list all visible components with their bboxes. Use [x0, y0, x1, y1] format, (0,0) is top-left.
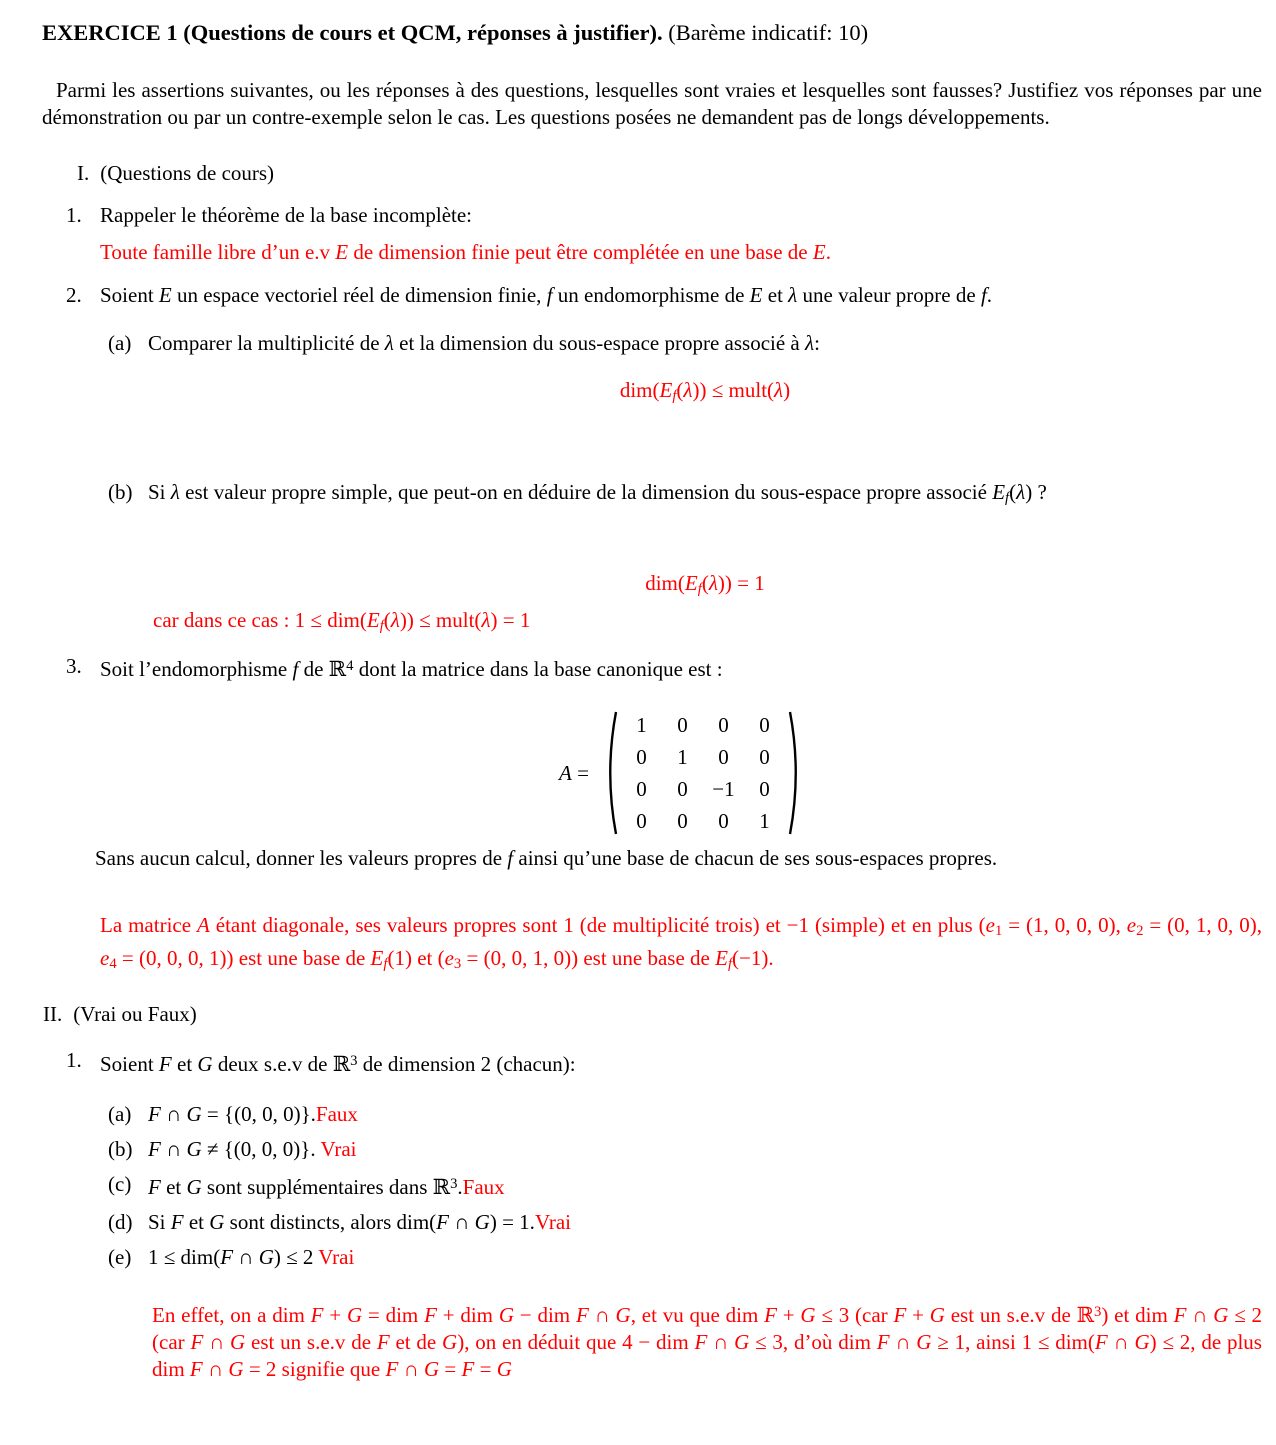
- matrix-cell: 0: [677, 809, 688, 834]
- question-3-text: Soit l’endomorphisme f de ℝ$^4$ dont la matrice dans la base canonique est :: [100, 657, 723, 682]
- answer-3: La matrice A étant diagonale, ses valeurs propres sont 1 (de multiplicité trois) et −1 (simple) et en plus ($e_1 = (1$, 0, 0, 0), $e_2 = (0$, 1, 0, 0), $e_4 = (0$, 0, 0, 1)) est une base de $E_f(1)$ et ($e_3 = (0$, 0, 1, 0)) est une base de $E_f(-1)$.: [100, 913, 1262, 973]
- matrix-cell: 1: [677, 745, 688, 770]
- tf-item-c: [108, 1171, 1262, 1201]
- section-1-label: I.: [77, 161, 90, 185]
- tf-item-d: [108, 1209, 1262, 1236]
- justification-paragraph: En effet, on a dim F + G = dim F + dim G − dim F ∩ G, et vu que dim F + G ≤ 3 (car F + G est un s.e.v de ℝ$^3$) et dim F ∩ G ≤ 2 (car F ∩ G est un s.e.v de F et de G), on en déduit que 4 − dim F ∩ G ≤ 3, d’où dim F ∩ G ≥ 1, ainsi 1 ≤ dim(F ∩ G) ≤ 2, de plus dim F ∩ G = 2 signifie que F ∩ G = F = G: [152, 1303, 1263, 1381]
- matrix-cell: 1: [636, 713, 647, 738]
- intro-paragraph: Parmi les assertions suivantes, ou les réponses à des questions, lesquelles sont vraies et lesquelles sont fausses? Justifiez vos réponses par une démonstration ou par un contre-exemple selon le cas. Les questions posées ne demandent pas de longs développements.: [42, 78, 1262, 129]
- question-3-number: 3.: [66, 653, 82, 678]
- question-1: [66, 202, 1262, 229]
- matrix-cell: 0: [718, 713, 729, 738]
- tf-item-a-label: (a): [108, 1101, 132, 1126]
- section-2-heading: [43, 1001, 1262, 1028]
- tf-item-a: [108, 1101, 1262, 1128]
- matrix-values: [621, 709, 785, 837]
- matrix-cell: 0: [718, 745, 729, 770]
- formula-dim-equals-1: $dim(E_f(\lambda)) = 1$: [645, 571, 765, 598]
- matrix-cell: 0: [677, 713, 688, 738]
- matrix-left-paren-icon: [601, 709, 619, 837]
- question-1-text: Rappeler le théorème de la base incomplète:: [100, 203, 473, 227]
- section-2-title: (Vrai ou Faux): [73, 1002, 197, 1027]
- formula-dim-leq-mult: $dim(E_f(\lambda))$ ≤ mult(λ): [619, 378, 791, 405]
- matrix-right-paren-icon: [787, 709, 805, 837]
- tf-item-b-text: F ∩ G ≠ {(0, 0, 0)}. Vrai: [148, 1136, 357, 1161]
- section-1-heading: [77, 160, 1262, 187]
- question-1-number: 1.: [66, 203, 82, 227]
- question-2: [66, 282, 1262, 309]
- matrix-cell: 0: [759, 713, 770, 738]
- answer-1: Toute famille libre d’un e.v E de dimension finie peut être complétée en une base de E.: [100, 240, 831, 264]
- matrix-cell: 0: [636, 745, 647, 770]
- matrix-cell: 0: [677, 777, 688, 802]
- answer-2b-note: car dans ce cas : $1 \le dim(E_f(\lambda))$ ≤ mult(λ) = 1: [153, 607, 531, 634]
- question-3-followup: Sans aucun calcul, donner les valeurs propres de f ainsi qu’une base de chacun de ses sous-espaces propres.: [95, 846, 998, 871]
- matrix-display: [42, 707, 1262, 839]
- matrix-cell: 0: [636, 777, 647, 802]
- question-3: [66, 653, 1262, 683]
- matrix-cell: 0: [718, 809, 729, 834]
- tf-item-d-label: (d): [108, 1209, 133, 1234]
- question-2-number: 2.: [66, 283, 82, 307]
- exercise-title: EXERCICE 1 (Questions de cours et QCM, réponses à justifier).: [42, 20, 663, 45]
- tf-item-e-text: 1 ≤ dim(F ∩ G) ≤ 2 Vrai: [148, 1244, 355, 1269]
- tf-item-b: [108, 1136, 1262, 1163]
- section-2-question-1-text: Soient F et G deux s.e.v de ℝ$^3$ de dimension 2 (chacun):: [100, 1051, 576, 1076]
- question-2b-text: Si λ est valeur propre simple, que peut-on en déduire de la dimension du sous-espace propre associé $E_f(\lambda)$ ?: [148, 480, 1047, 507]
- tf-item-a-text: F ∩ G = {(0, 0, 0)}.Faux: [148, 1101, 358, 1126]
- section-2-label: II.: [43, 1002, 63, 1027]
- tf-item-c-label: (c): [108, 1171, 132, 1196]
- question-2b: [108, 479, 1262, 512]
- question-2a-label: (a): [108, 331, 132, 355]
- matrix-cell: 0: [759, 777, 770, 802]
- tf-item-d-text: Si F et G sont distincts, alors dim(F ∩ G) = 1.Vrai: [148, 1209, 571, 1234]
- question-2b-label: (b): [108, 480, 133, 505]
- question-2-text: Soient E un espace vectoriel réel de dimension finie, f un endomorphisme de E et λ une valeur propre de f.: [100, 283, 993, 307]
- matrix-cell: −1: [712, 777, 735, 802]
- section-2-question-1: [66, 1047, 1262, 1077]
- matrix-cell: 0: [636, 809, 647, 834]
- matrix-lhs: A =: [559, 760, 589, 785]
- tf-item-c-text: F et G sont supplémentaires dans ℝ$^3$.Faux: [148, 1174, 505, 1199]
- section-2-question-1-number: 1.: [66, 1048, 82, 1073]
- tf-item-e-label: (e): [108, 1244, 132, 1269]
- matrix-cell: 1: [759, 809, 770, 834]
- exercise-bareme: (Barème indicatif: 10): [662, 20, 869, 45]
- matrix-cell: 0: [759, 745, 770, 770]
- section-1-title: (Questions de cours): [100, 161, 275, 185]
- tf-item-e: [108, 1244, 1262, 1271]
- exercise-heading: [42, 19, 1262, 47]
- tf-item-b-label: (b): [108, 1136, 133, 1161]
- question-2a-text: Comparer la multiplicité de λ et la dimension du sous-espace propre associé à λ:: [148, 331, 820, 355]
- question-2a: [108, 330, 1262, 357]
